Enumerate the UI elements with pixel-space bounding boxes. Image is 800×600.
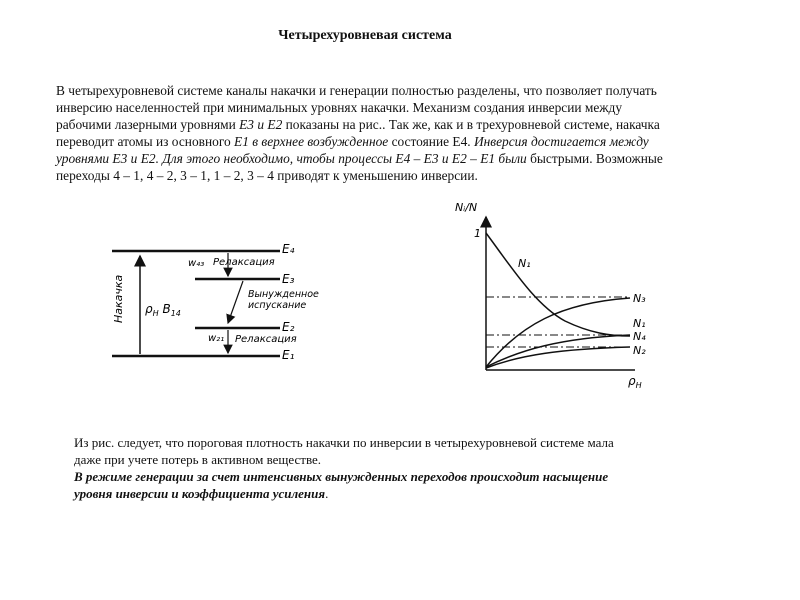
text-line: переходы 4 – 1, 4 – 2, 3 – 1, 1 – 2, 3 – 4 приводят к уменьшению инверсии.: [56, 168, 478, 183]
label-e3: E₃: [282, 272, 295, 286]
conclusion-paragraph: [74, 434, 774, 502]
label-n2: N₂: [633, 344, 646, 357]
text-line: рабочими лазерными уровнями Е3 и Е2 показаны на рис.. Так же, как и в трехуровневой системе, накачка: [56, 117, 660, 132]
label-n1-top: N₁: [518, 257, 531, 270]
curve-n1: [486, 233, 630, 336]
label-e1: E₁: [282, 348, 295, 362]
text-line: В режиме генерации за счет интенсивных вынужденных переходов происходит насыщение: [74, 469, 609, 484]
label-e2: E₂: [282, 320, 295, 334]
label-n3: N₃: [633, 292, 646, 305]
label-e4: E₄: [282, 242, 295, 256]
relaxation-bottom-label: Релаксация: [235, 334, 297, 345]
intro-paragraph: [56, 82, 776, 184]
text-line: В четырехуровневой системе каналы накачки и генерации полностью разделены, что позволяет получать: [56, 83, 657, 98]
text-line: инверсию населенностей при минимальных уровнях накачки. Механизм создания инверсии между: [56, 100, 623, 115]
x-axis-label: $\rho_H$: [628, 374, 642, 390]
stimulated-label-2: испускание: [248, 300, 307, 311]
text-line: уровня инверсии и коэффициента усиления.: [74, 486, 329, 501]
label-n1: N₁: [633, 317, 646, 330]
energy-levels-diagram: [100, 235, 340, 370]
stimulated-label-1: Вынужденное: [248, 289, 319, 300]
y-tick-1: 1: [474, 227, 481, 240]
w21-label: w₂₁: [208, 333, 225, 344]
label-n4: N₄: [633, 330, 646, 343]
text-line: переводит атомы из основного Е1 в верхнее возбужденное состояние Е4. Инверсия достигается между: [56, 134, 649, 149]
y-axis-label: Nᵢ/N: [455, 201, 478, 214]
relaxation-top-label: Релаксация: [213, 257, 275, 268]
population-graph: [440, 195, 670, 390]
text-line: Из рис. следует, что пороговая плотность накачки по инверсии в четырехуровневой системе мала: [74, 435, 614, 450]
text-line: даже при учете потерь в активном веществе.: [74, 452, 322, 467]
stimulated-emission-arrow: [228, 281, 243, 323]
text-line: уровнями Е3 и Е2. Для этого необходимо, чтобы процессы Е4 – Е3 и Е2 – Е1 были быстрыми. Возможные: [56, 151, 663, 166]
page-title: Четырехуровневая система: [278, 28, 452, 43]
pump-rate-label: $\rho_H$ $B_{14}$: [145, 302, 181, 318]
pump-label: Накачка: [112, 274, 125, 323]
w43-label: w₄₃: [188, 258, 205, 269]
